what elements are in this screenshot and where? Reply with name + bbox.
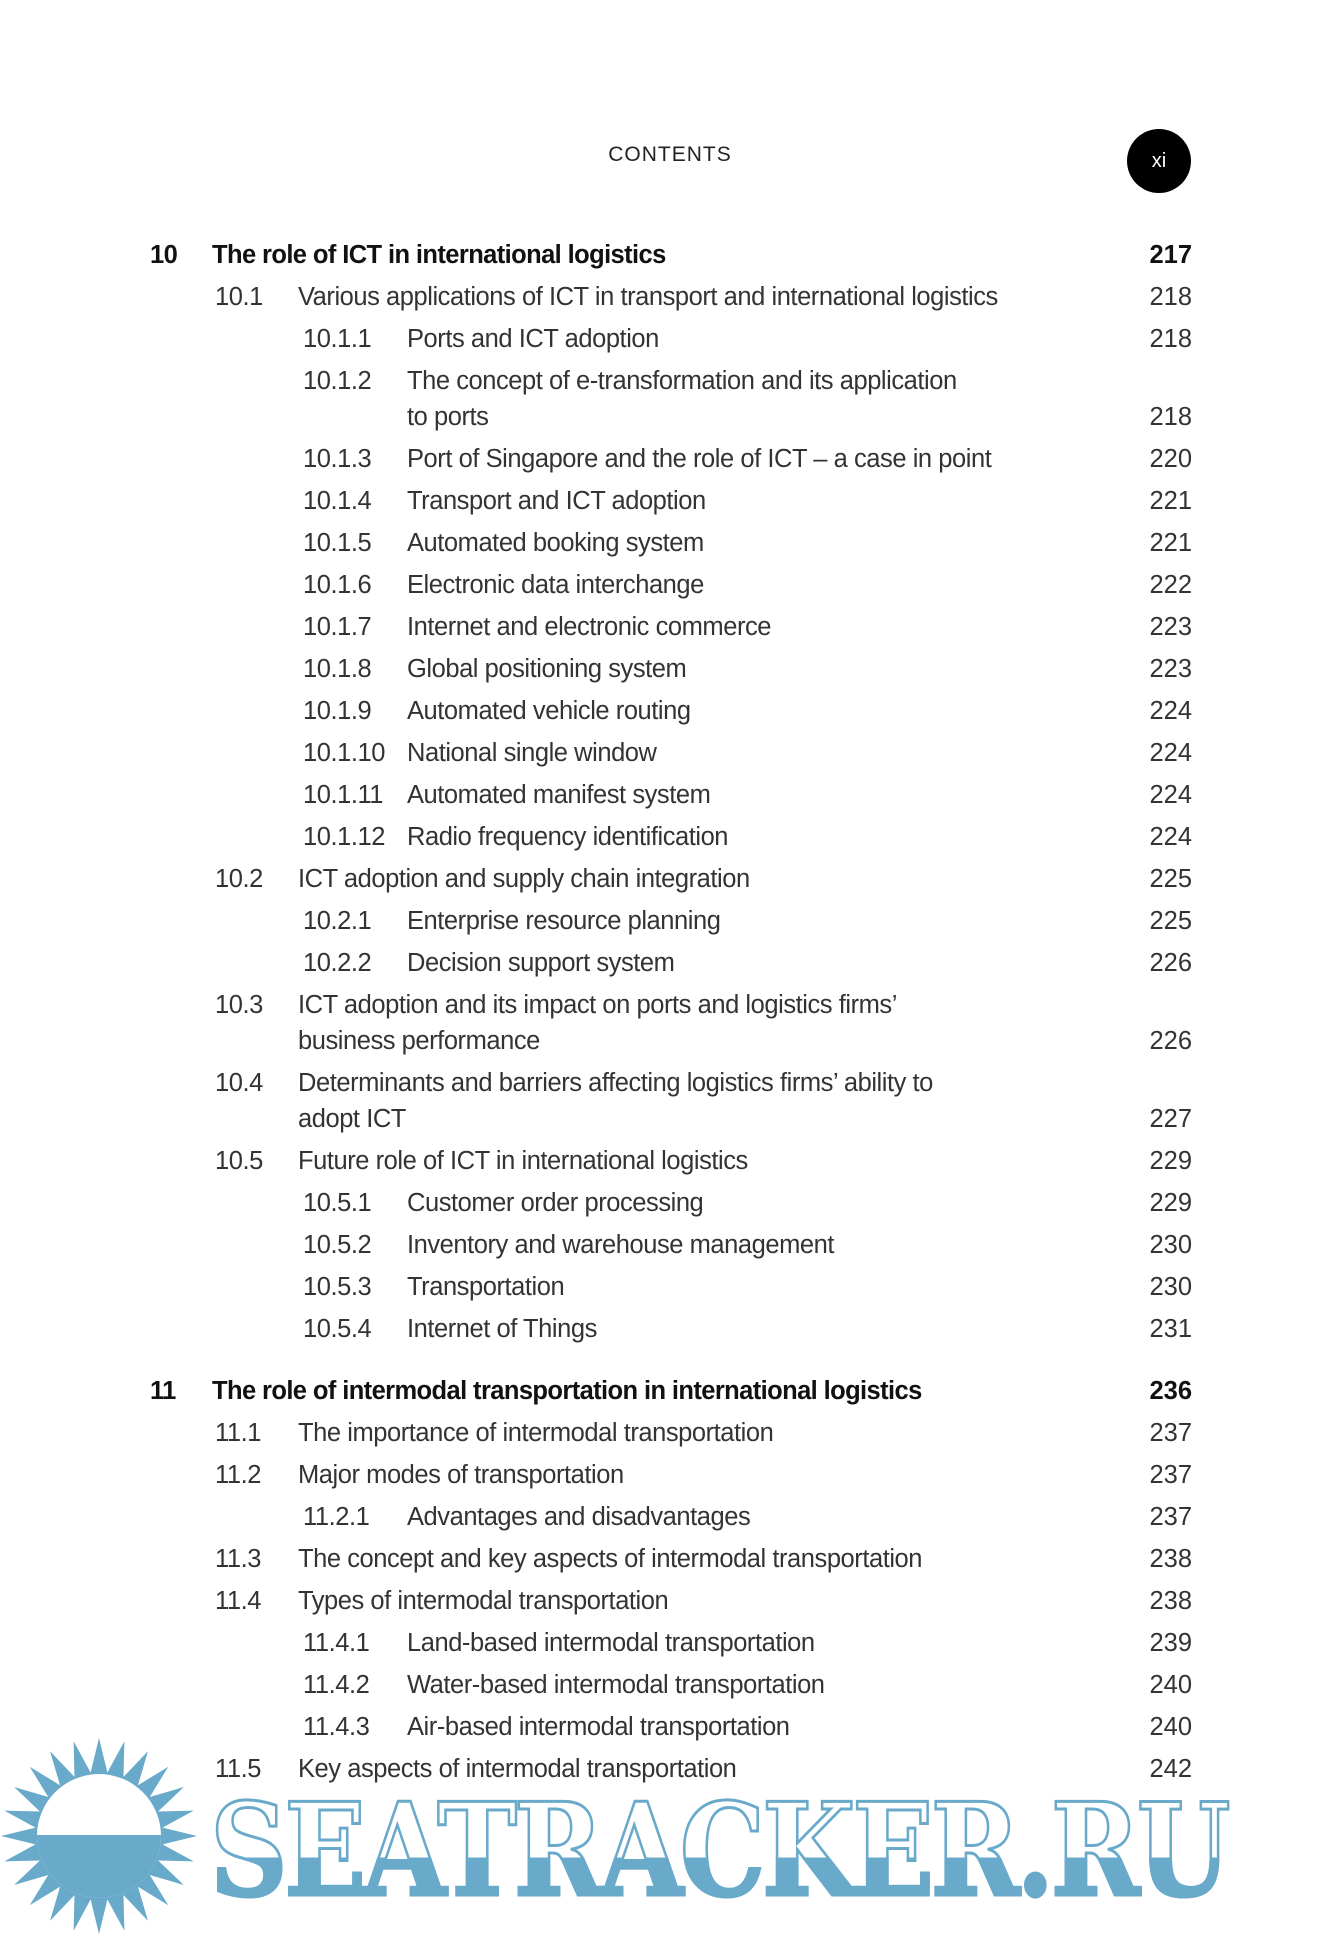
entry-number: 11.1 <box>215 1419 261 1447</box>
toc-subsection <box>0 567 1331 609</box>
entry-title: Transport and ICT adoption <box>407 487 706 515</box>
toc-subsection <box>0 321 1331 363</box>
entry-page-number: 218 <box>1149 283 1192 311</box>
entry-number: 10.1.1 <box>303 325 372 353</box>
entry-title: Port of Singapore and the role of ICT – a case in point <box>407 445 992 473</box>
toc-section <box>0 987 1331 1065</box>
entry-title: Major modes of transportation <box>298 1461 624 1489</box>
toc-subsection <box>0 735 1331 777</box>
entry-number: 10.1.8 <box>303 655 372 683</box>
entry-page-number: 222 <box>1149 571 1192 599</box>
entry-page-number: 237 <box>1149 1419 1192 1447</box>
toc-section <box>0 1415 1331 1457</box>
toc-section <box>0 1457 1331 1499</box>
entry-title: The importance of intermodal transportation <box>298 1419 774 1447</box>
entry-page-number: 226 <box>1149 949 1192 977</box>
toc-subsection <box>0 819 1331 861</box>
entry-number: 10.1.6 <box>303 571 372 599</box>
toc-section <box>0 279 1331 321</box>
toc-section <box>0 1541 1331 1583</box>
entry-number: 10.3 <box>215 991 263 1019</box>
toc-subsection <box>0 483 1331 525</box>
entry-number: 10.5.2 <box>303 1231 372 1259</box>
entry-page-number: 221 <box>1149 529 1192 557</box>
entry-number: 11.4.2 <box>303 1671 370 1699</box>
entry-page-number: 221 <box>1149 487 1192 515</box>
running-head: CONTENTS <box>608 143 732 166</box>
entry-number: 11.4.1 <box>303 1629 370 1657</box>
entry-number: 10.4 <box>215 1069 263 1097</box>
entry-number: 11 <box>150 1377 176 1405</box>
toc-section <box>0 1143 1331 1185</box>
toc-subsection <box>0 693 1331 735</box>
entry-title: Inventory and warehouse management <box>407 1231 834 1259</box>
entry-number: 11.4.3 <box>303 1713 370 1741</box>
entry-number: 10.1.12 <box>303 823 385 851</box>
entry-page-number: 220 <box>1149 445 1192 473</box>
toc-subsection <box>0 1311 1331 1353</box>
entry-number: 10.1.9 <box>303 697 372 725</box>
entry-number: 10.2.1 <box>303 907 372 935</box>
entry-number: 10.1.4 <box>303 487 372 515</box>
toc-subsection <box>0 651 1331 693</box>
entry-page-number: 230 <box>1149 1273 1192 1301</box>
entry-page-number: 224 <box>1149 697 1192 725</box>
entry-number: 11.2.1 <box>303 1503 370 1531</box>
entry-title: Internet of Things <box>407 1315 597 1343</box>
entry-title: Land-based intermodal transportation <box>407 1629 815 1657</box>
entry-page-number: 224 <box>1149 739 1192 767</box>
entry-page-number: 218 <box>1149 325 1192 353</box>
toc-subsection <box>0 1499 1331 1541</box>
page-number-badge: xi <box>1127 129 1191 193</box>
entry-title: Automated manifest system <box>407 781 711 809</box>
entry-title: Air-based intermodal transportation <box>407 1713 790 1741</box>
entry-page-number: 223 <box>1149 613 1192 641</box>
entry-number: 10.1.10 <box>303 739 385 767</box>
toc-chapter <box>0 237 1331 279</box>
entry-title: Automated booking system <box>407 529 704 557</box>
toc-subsection <box>0 1227 1331 1269</box>
entry-title: Electronic data interchange <box>407 571 704 599</box>
entry-page-number: 238 <box>1149 1587 1192 1615</box>
entry-page-number: 231 <box>1149 1315 1192 1343</box>
entry-page-number: 238 <box>1149 1545 1192 1573</box>
toc-subsection <box>0 777 1331 819</box>
table-of-contents <box>0 237 1331 1793</box>
entry-page-number: 223 <box>1149 655 1192 683</box>
entry-title: Advantages and disadvantages <box>407 1503 751 1531</box>
toc-subsection <box>0 1185 1331 1227</box>
entry-number: 10.2 <box>215 865 263 893</box>
entry-number: 10.1.11 <box>303 781 384 809</box>
toc-section <box>0 861 1331 903</box>
toc-subsection <box>0 363 1331 441</box>
toc-subsection <box>0 945 1331 987</box>
entry-page-number: 229 <box>1149 1189 1192 1217</box>
entry-title: Enterprise resource planning <box>407 907 721 935</box>
entry-number: 10.1 <box>215 283 263 311</box>
entry-page-number: 236 <box>1149 1377 1192 1405</box>
entry-number: 10.2.2 <box>303 949 372 977</box>
entry-title-continued: business performance <box>298 1027 540 1055</box>
entry-title-continued: adopt ICT <box>298 1105 406 1133</box>
entry-page-number: 225 <box>1149 865 1192 893</box>
toc-subsection <box>0 609 1331 651</box>
toc-subsection <box>0 441 1331 483</box>
entry-title: Radio frequency identification <box>407 823 729 851</box>
entry-number: 10.5.1 <box>303 1189 372 1217</box>
entry-title: ICT adoption and supply chain integration <box>298 865 750 893</box>
entry-title: Transportation <box>407 1273 565 1301</box>
entry-title: ICT adoption and its impact on ports and logistics firms’ <box>298 991 897 1019</box>
entry-number: 11.5 <box>215 1755 261 1783</box>
entry-page-number: 237 <box>1149 1461 1192 1489</box>
entry-title: Various applications of ICT in transport and international logistics <box>298 283 998 311</box>
entry-title: Types of intermodal transportation <box>298 1587 669 1615</box>
entry-page-number: 225 <box>1149 907 1192 935</box>
watermark-text: SEATRACKER.RU <box>210 1776 1228 1926</box>
entry-title: The role of intermodal transportation in international logistics <box>212 1377 922 1405</box>
entry-page-number: 226 <box>1149 1027 1192 1055</box>
entry-page-number: 237 <box>1149 1503 1192 1531</box>
entry-number: 10.5.4 <box>303 1315 372 1343</box>
entry-number: 10.1.2 <box>303 367 372 395</box>
entry-title: Water-based intermodal transportation <box>407 1671 825 1699</box>
entry-number: 11.3 <box>215 1545 261 1573</box>
toc-section <box>0 1751 1331 1793</box>
entry-title: Global positioning system <box>407 655 687 683</box>
entry-number: 10.5.3 <box>303 1273 372 1301</box>
entry-page-number: 240 <box>1149 1671 1192 1699</box>
entry-number: 10.1.5 <box>303 529 372 557</box>
toc-subsection <box>0 903 1331 945</box>
entry-title: The role of ICT in international logistics <box>212 241 666 269</box>
toc-subsection <box>0 1625 1331 1667</box>
entry-title: Customer order processing <box>407 1189 704 1217</box>
entry-page-number: 230 <box>1149 1231 1192 1259</box>
toc-subsection <box>0 1709 1331 1751</box>
entry-page-number: 218 <box>1149 403 1192 431</box>
entry-title: Future role of ICT in international logistics <box>298 1147 748 1175</box>
entry-page-number: 239 <box>1149 1629 1192 1657</box>
entry-title: Key aspects of intermodal transportation <box>298 1755 737 1783</box>
toc-section <box>0 1065 1331 1143</box>
entry-title: Ports and ICT adoption <box>407 325 659 353</box>
entry-page-number: 227 <box>1149 1105 1192 1133</box>
entry-page-number: 224 <box>1149 823 1192 851</box>
entry-page-number: 240 <box>1149 1713 1192 1741</box>
entry-number: 10.1.3 <box>303 445 372 473</box>
toc-chapter <box>0 1373 1331 1415</box>
entry-number: 10.5 <box>215 1147 263 1175</box>
entry-number: 11.2 <box>215 1461 261 1489</box>
entry-title: National single window <box>407 739 657 767</box>
entry-title: Automated vehicle routing <box>407 697 691 725</box>
entry-title: The concept and key aspects of intermodal transportation <box>298 1545 923 1573</box>
entry-title: Determinants and barriers affecting logistics firms’ ability to <box>298 1069 933 1097</box>
toc-subsection <box>0 1667 1331 1709</box>
watermark <box>0 1776 1331 1926</box>
entry-number: 10 <box>150 241 178 269</box>
toc-section <box>0 1583 1331 1625</box>
toc-subsection <box>0 525 1331 567</box>
entry-number: 11.4 <box>215 1587 261 1615</box>
entry-number: 10.1.7 <box>303 613 372 641</box>
entry-title-continued: to ports <box>407 403 489 431</box>
entry-page-number: 224 <box>1149 781 1192 809</box>
entry-title: Internet and electronic commerce <box>407 613 772 641</box>
entry-page-number: 229 <box>1149 1147 1192 1175</box>
entry-page-number: 242 <box>1149 1755 1192 1783</box>
entry-page-number: 217 <box>1149 241 1192 269</box>
entry-title: The concept of e-transformation and its application <box>407 367 957 395</box>
entry-title: Decision support system <box>407 949 675 977</box>
toc-subsection <box>0 1269 1331 1311</box>
